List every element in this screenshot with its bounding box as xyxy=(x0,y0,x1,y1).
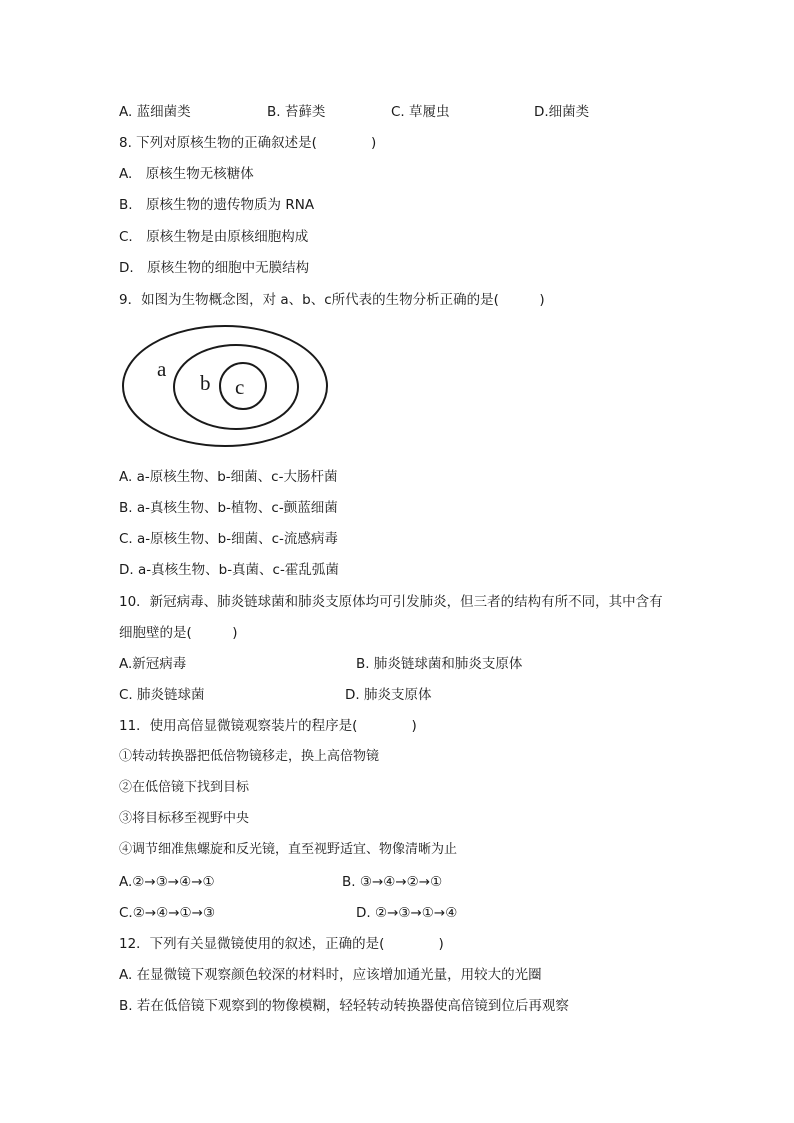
q8-option-b: B. 原核生物的遗传物质为 RNA xyxy=(119,197,315,213)
q11-option-c: C.②→④→①→③ xyxy=(119,905,216,921)
q11-option-b: B. ③→④→②→① xyxy=(342,874,443,890)
q12-option-a: A. 在显微镜下观察颜色较深的材料时，应该增加通光量，用较大的光圈 xyxy=(119,967,542,983)
q11-step-2: ②在低倍镜下找到目标 xyxy=(119,780,250,795)
q9-option-a: A. a-原核生物、b-细菌、c-大肠杆菌 xyxy=(119,469,338,485)
q11-step-3: ③将目标移至视野中央 xyxy=(119,811,250,826)
q9-stem: 9．如图为生物概念图，对 a、b、c所代表的生物分析正确的是( ) xyxy=(119,292,545,308)
q8-option-d: D. 原核生物的细胞中无膜结构 xyxy=(119,260,310,276)
q7-option-a: A. 蓝细菌类 xyxy=(119,104,191,120)
q10-option-c: C. 肺炎链球菌 xyxy=(119,687,205,703)
q10-option-b: B. 肺炎链球菌和肺炎支原体 xyxy=(356,656,523,672)
label-b: b xyxy=(200,371,211,395)
q11-stem: 11．使用高倍显微镜观察装片的程序是( ) xyxy=(119,718,417,734)
concept-diagram xyxy=(118,322,334,452)
q9-option-b: B. a-真核生物、b-植物、c-颤蓝细菌 xyxy=(119,500,338,516)
q10-option-d: D. 肺炎支原体 xyxy=(345,687,432,703)
q11-step-1: ①转动转换器把低倍物镜移走，换上高倍物镜 xyxy=(119,749,380,764)
q8-option-c: C. 原核生物是由原核细胞构成 xyxy=(119,229,309,245)
q8-option-a: A. 原核生物无核糖体 xyxy=(119,166,254,182)
q9-option-d: D. a-真核生物、b-真菌、c-霍乱弧菌 xyxy=(119,562,339,578)
label-a: a xyxy=(157,357,167,381)
q8-stem: 8. 下列对原核生物的正确叙述是( ) xyxy=(119,135,377,151)
q11-option-a: A.②→③→④→① xyxy=(119,874,215,890)
q10-stem-line2: 细胞壁的是( ) xyxy=(119,625,238,641)
q9-option-c: C. a-原核生物、b-细菌、c-流感病毒 xyxy=(119,531,338,547)
q7-option-b: B. 苔藓类 xyxy=(267,104,326,120)
q7-option-c: C. 草履虫 xyxy=(391,104,450,120)
q10-stem-line1: 10．新冠病毒、肺炎链球菌和肺炎支原体均可引发肺炎，但三者的结构有所不同，其中含有 xyxy=(119,594,663,610)
q7-option-d: D.细菌类 xyxy=(534,104,590,120)
label-c: c xyxy=(235,375,245,399)
q12-stem: 12．下列有关显微镜使用的叙述，正确的是( ) xyxy=(119,936,444,952)
q11-option-d: D. ②→③→①→④ xyxy=(356,905,458,921)
q12-option-b: B. 若在低倍镜下观察到的物像模糊，轻轻转动转换器使高倍镜到位后再观察 xyxy=(119,998,569,1014)
q11-step-4: ④调节细准焦螺旋和反光镜，直至视野适宜、物像清晰为止 xyxy=(119,842,458,857)
q10-option-a: A.新冠病毒 xyxy=(119,656,187,672)
